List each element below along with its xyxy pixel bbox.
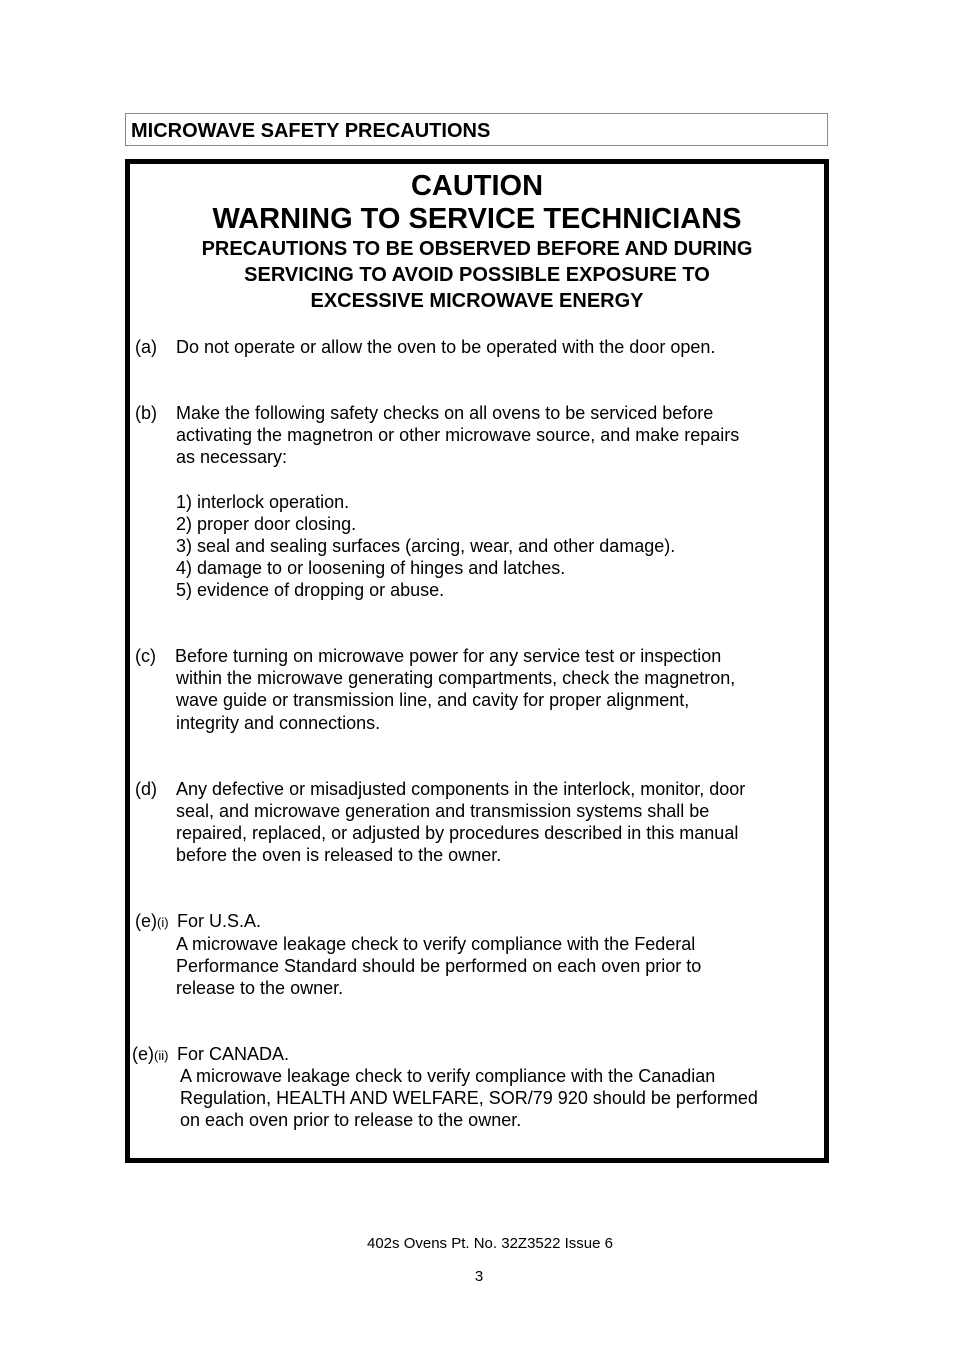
item-b-marker: (b) [135, 403, 157, 423]
item-e1-line: A microwave leakage check to verify compliance with the Federal [176, 934, 696, 954]
item-a-text: Do not operate or allow the oven to be operated with the door open. [176, 337, 716, 357]
caution-heading: CAUTION [410, 170, 544, 202]
item-e2-marker [132, 1043, 168, 1067]
item-c-line: wave guide or transmission line, and cavity for proper alignment, [176, 690, 690, 710]
section-title: MICROWAVE SAFETY PRECAUTIONS [131, 120, 491, 142]
item-c-line: within the microwave generating compartments, check the magnetron, [176, 668, 736, 688]
item-b-line: Make the following safety checks on all ovens to be serviced before [176, 403, 714, 423]
safety-check-item: 1) interlock operation. [176, 492, 350, 512]
safety-check-item: 5) evidence of dropping or abuse. [176, 580, 445, 600]
item-e2-letter: (e) [132, 1044, 154, 1064]
item-e2-heading: For CANADA. [177, 1044, 290, 1064]
safety-check-item: 4) damage to or loosening of hinges and latches. [176, 558, 566, 578]
safety-check-item: 3) seal and sealing surfaces (arcing, wear, and other damage). [176, 536, 676, 556]
precaution-line: SERVICING TO AVOID POSSIBLE EXPOSURE TO [244, 264, 710, 286]
item-e1-line: release to the owner. [176, 978, 344, 998]
item-b-line: activating the magnetron or other microwave source, and make repairs [176, 425, 740, 445]
precaution-line: PRECAUTIONS TO BE OBSERVED BEFORE AND DURING [201, 238, 753, 260]
precaution-line: EXCESSIVE MICROWAVE ENERGY [310, 290, 644, 312]
item-e2-line: A microwave leakage check to verify compliance with the Canadian [180, 1066, 716, 1086]
item-d-line: Any defective or misadjusted components in the interlock, monitor, door [176, 779, 746, 799]
page-number: 3 [474, 1268, 484, 1285]
item-a-marker: (a) [135, 337, 157, 357]
footer-document-reference: 402s Ovens Pt. No. 32Z3522 Issue 6 [367, 1235, 613, 1252]
warning-subheading: WARNING TO SERVICE TECHNICIANS [212, 203, 742, 235]
item-e1-heading: For U.S.A. [177, 911, 262, 931]
safety-check-item: 2) proper door closing. [176, 514, 357, 534]
item-d-marker: (d) [135, 779, 157, 799]
item-d-line: seal, and microwave generation and transmission systems shall be [176, 801, 710, 821]
item-e1-line: Performance Standard should be performed on each oven prior to [176, 956, 702, 976]
item-d-line: before the oven is released to the owner. [176, 845, 502, 865]
item-e1-letter: (e) [135, 911, 157, 931]
item-d-line: repaired, replaced, or adjusted by procedures described in this manual [176, 823, 739, 843]
item-e1-submarker: (i) [157, 915, 169, 930]
item-c-line: integrity and connections. [176, 713, 381, 733]
item-e2-line: Regulation, HEALTH AND WELFARE, SOR/79 920 should be performed [180, 1088, 758, 1108]
section-header [125, 113, 828, 146]
item-e2-submarker: (ii) [154, 1048, 169, 1063]
item-e1-marker [135, 910, 169, 934]
item-c-marker: (c) [135, 646, 156, 666]
item-e2-line: on each oven prior to release to the owner. [180, 1110, 522, 1130]
item-b-line: as necessary: [176, 447, 288, 467]
item-c-line: Before turning on microwave power for any service test or inspection [175, 646, 722, 666]
